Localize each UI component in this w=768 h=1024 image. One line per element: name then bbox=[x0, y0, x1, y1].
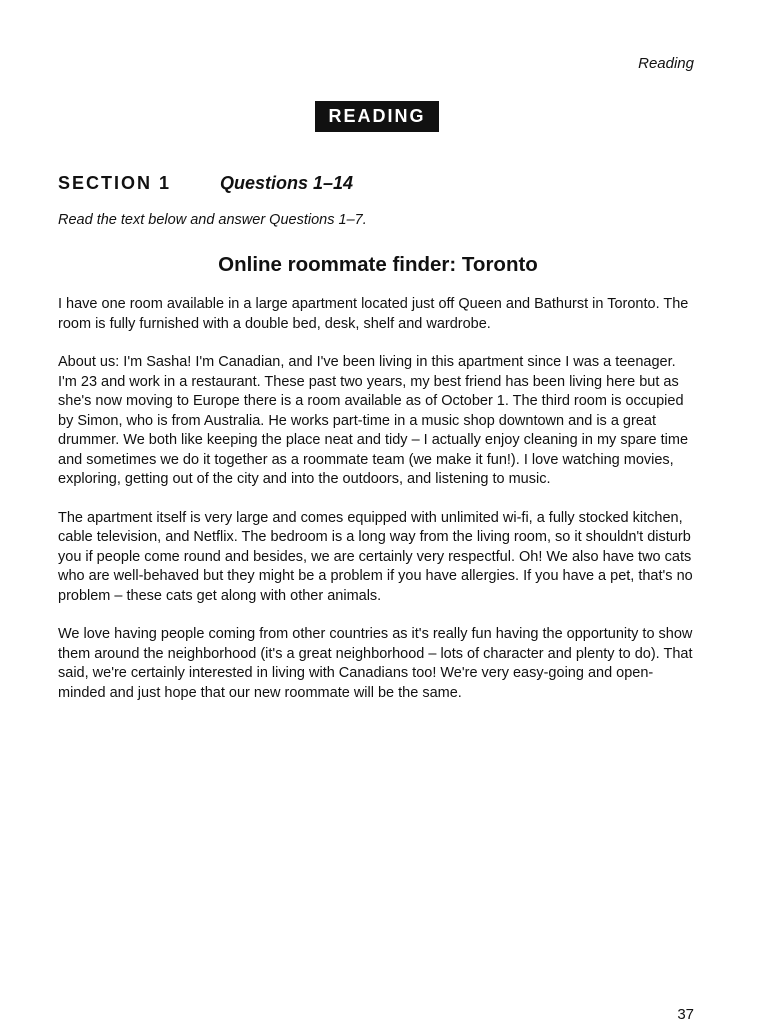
paragraph-1: I have one room available in a large apartment located just off Queen and Bathurst in Toronto. The room is fully furnished with a double bed, desk, shelf and wardrobe. bbox=[58, 296, 689, 332]
instruction-text: Read the text below and answer Questions 1–7. bbox=[58, 212, 367, 228]
paragraph-3: The apartment itself is very large and comes equipped with unlimited wi-fi, a fully stocked kitchen, cable television, and Netflix. The bedroom is a long way from the living room, so it shouldn't disturb you if people come round and besides, we are certainly very respectful. Oh! We also have two cats who are well-behaved but they might be a problem if you have allergies. If you have a pet, that's no problem – these cats get along with other animals. bbox=[58, 509, 693, 604]
passage-body bbox=[58, 295, 698, 722]
section-questions-range: Questions 1–14 bbox=[220, 173, 354, 193]
page-number: 37 bbox=[677, 1006, 694, 1023]
reading-banner: READING bbox=[315, 101, 439, 132]
paragraph-4: We love having people coming from other countries as it's really fun having the opportunity to show them around the neighborhood (it's a great neighborhood – lots of character and plenty to do). That said, we're certainly interested in living with Canadians too! We're very easy-going and open-minded and just hope that our new roommate will be the same. bbox=[58, 626, 693, 701]
section-heading bbox=[58, 173, 353, 194]
paragraph-2: About us: I'm Sasha! I'm Canadian, and I've been living in this apartment since I was a teenager. I'm 23 and work in a restaurant. These past two years, my best friend has been living here but as she's now moving to Europe there is a room available as of October 1. The third room is occupied by Simon, who is from Australia. He works part-time in a music shop downtown and is a great drummer. We both like keeping the place neat and tidy – I actually enjoy cleaning in my spare time and sometimes we do it together as a roommate team (we make it fun!). I love watching movies, exploring, getting out of the city and into the outdoors, and listening to music. bbox=[58, 354, 689, 487]
passage-title: Online roommate finder: Toronto bbox=[218, 253, 538, 276]
section-label: SECTION 1 bbox=[58, 173, 172, 193]
running-head: Reading bbox=[638, 55, 694, 72]
